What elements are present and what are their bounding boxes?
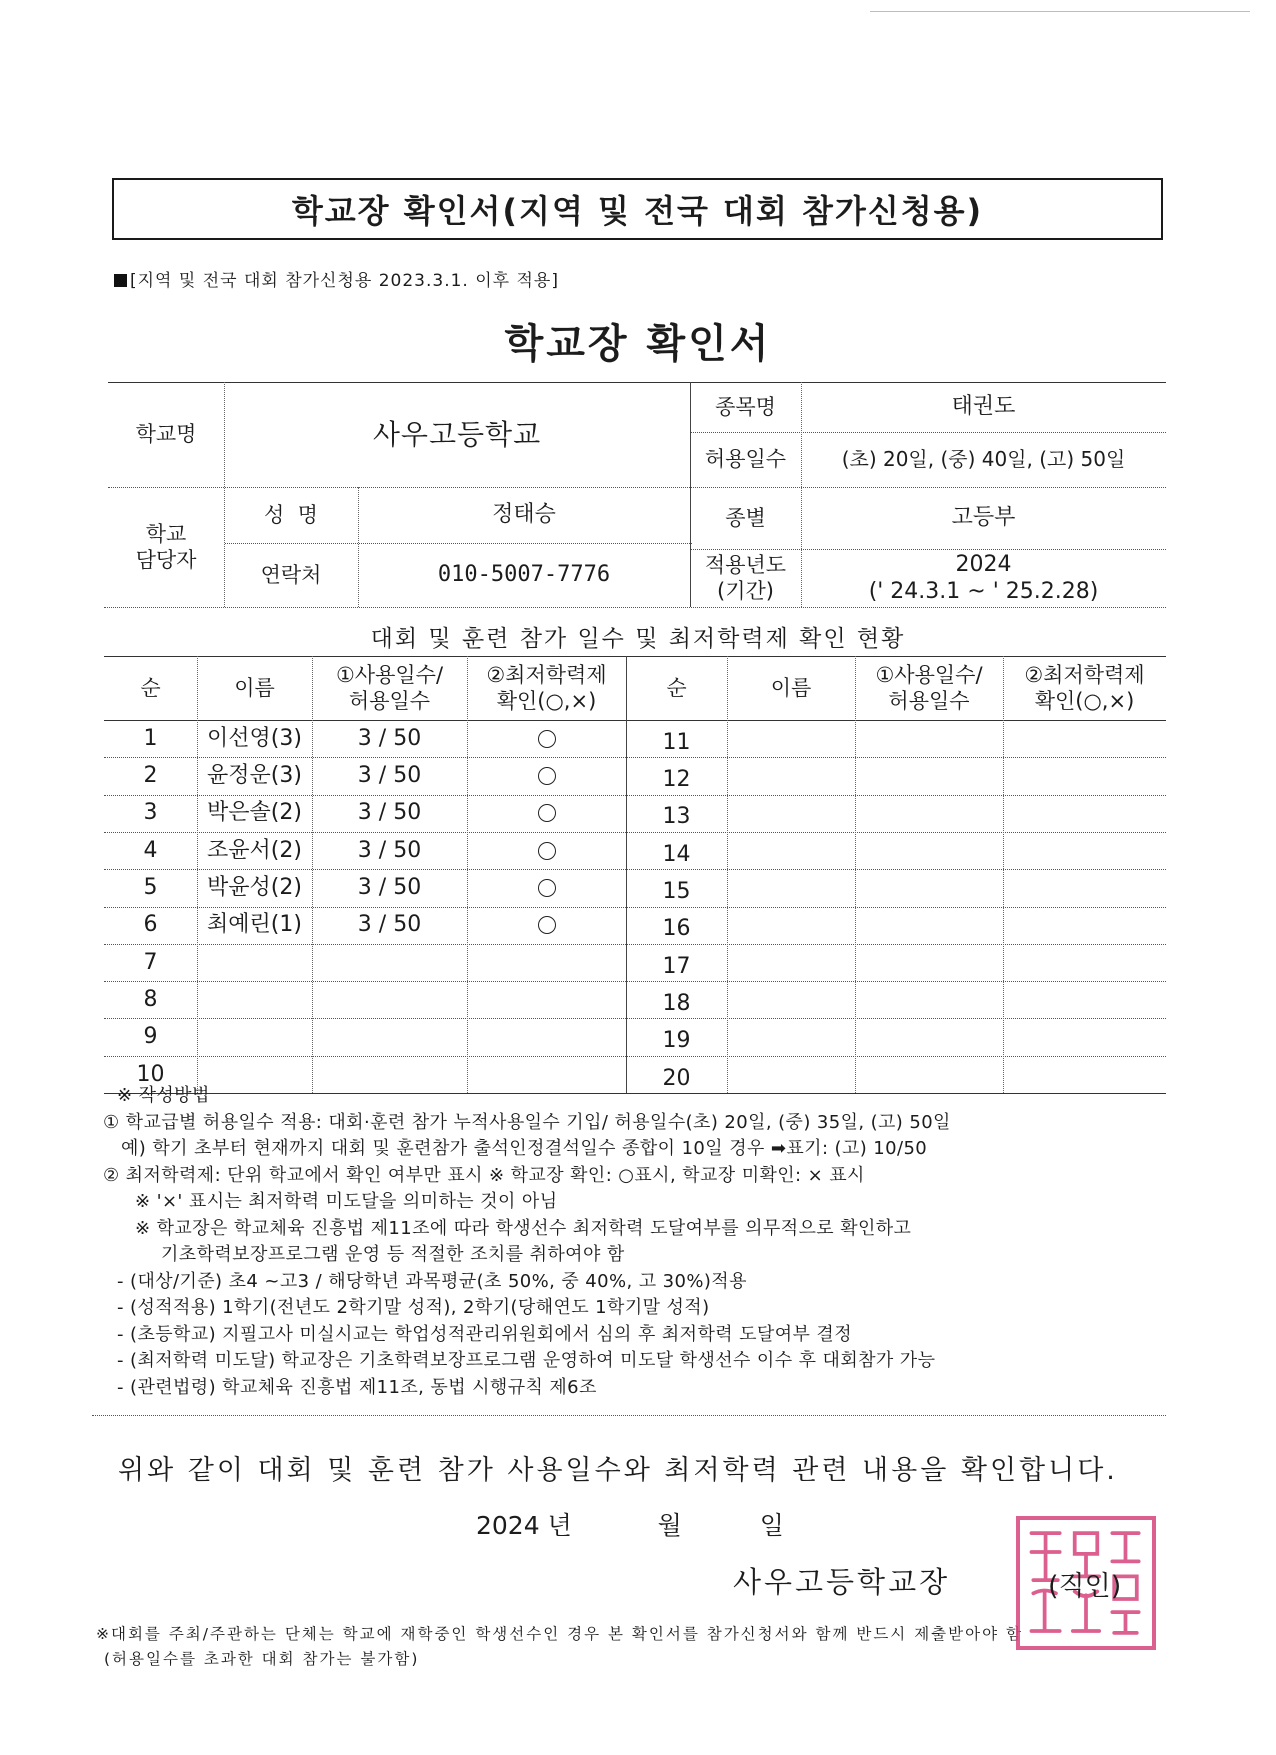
year-value-year: 2024 — [955, 551, 1012, 577]
header-check-line2: 확인(○,×) — [1034, 689, 1135, 713]
instructions-heading: ※ 작성방법 — [117, 1085, 210, 1106]
year-label — [690, 549, 801, 607]
minimum-academic-check-empty — [1003, 757, 1166, 794]
minimum-academic-check-empty — [1003, 869, 1166, 906]
instruction-elementary: - (초등학교) 지필고사 미실시교는 학업성적관리위원회에서 심의 후 최저학력 도달여부 결정 — [117, 1323, 852, 1345]
student-name-empty — [727, 757, 855, 794]
instruction-grades: - (성적적용) 1학기(전년도 2학기말 성적), 2학기(당해연도 1학기말 성적) — [117, 1297, 710, 1318]
row-number: 8 — [143, 986, 158, 1012]
instruction-target: - (대상/기준) 초4 ~고3 / 해당학년 과목평균(초 50%, 중 40%, 고 30%)적용 — [117, 1270, 747, 1292]
used-allowed-days-empty — [855, 795, 1003, 832]
used-allowed-days: 3 / 50 — [357, 800, 422, 826]
used-allowed-days: 3 / 50 — [357, 837, 422, 863]
header-check-right — [1003, 656, 1166, 720]
instruction-2-note-b: ※ 학교장은 학교체육 진흥법 제11조에 따라 학생선수 최저학력 도달여부를 의무적으로 확인하고 — [135, 1217, 912, 1239]
row-number: 11 — [662, 729, 691, 755]
used-allowed-days: 3 / 50 — [357, 725, 422, 751]
info-rule-bottom — [104, 607, 1166, 608]
allowed-days-label: 허용일수 — [704, 447, 787, 472]
header-no-right: 순 — [666, 675, 687, 700]
minimum-academic-check-empty — [1003, 795, 1166, 832]
year-label-line2: (기간) — [717, 579, 774, 603]
year-value — [801, 549, 1166, 607]
row-number: 7 — [143, 949, 158, 975]
minimum-academic-check — [467, 720, 626, 757]
row-number: 3 — [143, 800, 158, 826]
row-number: 9 — [143, 1024, 158, 1050]
header-days-line1: ①사용일수/ — [875, 662, 983, 687]
student-name-empty — [727, 1018, 855, 1055]
student-name: 최예린(1) — [207, 912, 302, 938]
row-number: 20 — [662, 1065, 691, 1091]
allowed-days-value: (초) 20일, (중) 40일, (고) 50일 — [841, 447, 1126, 471]
row-number: 18 — [662, 990, 691, 1016]
name-label: 성 명 — [264, 502, 318, 527]
circle-mark-icon — [538, 804, 556, 822]
contact-label: 연락처 — [260, 562, 322, 587]
student-name-empty — [727, 720, 855, 757]
header-check-line2: 확인(○,×) — [496, 689, 597, 713]
student-name: 조윤서(2) — [207, 837, 302, 863]
student-name — [197, 1018, 312, 1055]
year-value-period: (' 24.3.1 ~ ' 25.2.28) — [868, 579, 1099, 604]
row-number: 14 — [662, 841, 691, 867]
used-allowed-days — [312, 1018, 467, 1055]
header-check-line1: ②최저학력제 — [486, 662, 607, 687]
footer-line-1: ※대회를 주최/주관하는 단체는 학교에 재학중인 학생선수인 경우 본 확인서를 참가신청서와 함께 반드시 제출받아야 함 — [96, 1625, 1023, 1643]
used-allowed-days — [312, 981, 467, 1018]
row-number: 17 — [662, 953, 691, 979]
division-label: 종별 — [725, 505, 766, 530]
row-number: 15 — [662, 879, 691, 905]
used-allowed-days-empty — [855, 1018, 1003, 1055]
circle-mark-icon — [538, 730, 556, 748]
student-name — [197, 981, 312, 1018]
subnote-text: [지역 및 전국 대회 참가신청용 2023.3.1. 이후 적용] — [130, 271, 559, 291]
minimum-academic-check-empty — [1003, 1018, 1166, 1055]
row-number: 16 — [662, 916, 691, 942]
header-days-line1: ①사용일수/ — [335, 662, 444, 687]
header-days-left — [312, 656, 467, 720]
student-name: 윤정운(3) — [207, 763, 302, 789]
footer-line-2: (허용일수를 초과한 대회 참가는 불가함) — [104, 1650, 420, 1668]
scan-edge-line — [870, 11, 1250, 12]
used-allowed-days-empty — [855, 907, 1003, 944]
used-allowed-days-empty — [855, 944, 1003, 981]
minimum-academic-check — [467, 795, 626, 832]
instruction-2: ② 최저학력제: 단위 학교에서 확인 여부만 표시 ※ 학교장 확인: ○표시, 학교장 미확인: × 표시 — [103, 1164, 865, 1186]
used-allowed-days-empty — [855, 869, 1003, 906]
used-allowed-days: 3 / 50 — [357, 875, 422, 901]
instruction-2-note-b-cont: 기초학력보장프로그램 운영 등 적절한 조치를 취하여야 함 — [161, 1244, 625, 1265]
header-name-left: 이름 — [234, 675, 275, 700]
used-allowed-days-empty — [855, 981, 1003, 1018]
student-name-empty — [727, 832, 855, 869]
subnote — [114, 266, 559, 291]
row-number: 4 — [143, 837, 158, 863]
row-number: 10 — [136, 1061, 165, 1087]
minimum-academic-check — [467, 981, 626, 1018]
division-value: 고등부 — [951, 505, 1016, 531]
top-title-box — [112, 178, 1163, 240]
date-line — [476, 1506, 784, 1542]
row-number: 12 — [662, 767, 691, 793]
student-name — [197, 944, 312, 981]
minimum-academic-check-empty — [1003, 832, 1166, 869]
minimum-academic-check — [467, 907, 626, 944]
student-name-empty — [727, 944, 855, 981]
footer-note — [96, 1622, 1023, 1672]
header-days-right — [855, 656, 1003, 720]
date-month: 월 — [657, 1511, 682, 1540]
row-number: 6 — [143, 912, 158, 938]
instruction-1-example: 예) 학기 초부터 현재까지 대회 및 훈련참가 출석인정결석일수 종합이 10일 경우 ➡표기: (고) 10/50 — [121, 1138, 928, 1159]
used-allowed-days-empty — [855, 757, 1003, 794]
instruction-1: ① 학교급별 허용일수 적용: 대회·훈련 참가 누적사용일수 기입/ 허용일수(초) 20일, (중) 35일, (고) 50일 — [103, 1111, 951, 1133]
minimum-academic-check-empty — [1003, 907, 1166, 944]
principal-name: 사우고등학교장 — [733, 1565, 951, 1599]
school-label: 학교명 — [135, 422, 197, 447]
instruction-2-note-a: ※ '×' 표시는 최저학력 미도달을 의미하는 것이 아님 — [135, 1191, 558, 1212]
header-days-line2: 허용일수 — [348, 689, 431, 713]
header-days-line2: 허용일수 — [888, 689, 970, 713]
black-square-icon — [114, 274, 127, 287]
used-allowed-days-empty — [855, 832, 1003, 869]
header-no-left: 순 — [140, 675, 161, 700]
row-number: 13 — [662, 804, 691, 830]
student-name-empty — [727, 981, 855, 1018]
circle-mark-icon — [538, 767, 556, 785]
table-title: 대회 및 훈련 참가 일수 및 최저학력제 확인 현황 — [370, 626, 906, 652]
student-name-empty — [727, 907, 855, 944]
minimum-academic-check-empty — [1003, 944, 1166, 981]
row-number: 19 — [662, 1028, 691, 1054]
row-number: 1 — [143, 725, 158, 751]
header-name-right: 이름 — [770, 675, 812, 700]
year-label-line1: 적용년도 — [704, 552, 787, 577]
circle-mark-icon — [538, 842, 556, 860]
minimum-academic-check-empty — [1003, 981, 1166, 1018]
date-year: 2024 년 — [476, 1511, 572, 1540]
used-allowed-days: 3 / 50 — [357, 763, 422, 789]
row-number: 2 — [143, 763, 158, 789]
circle-mark-icon — [538, 916, 556, 934]
minimum-academic-check — [467, 757, 626, 794]
minimum-academic-check — [467, 832, 626, 869]
contact-value: 010-5007-7776 — [437, 562, 611, 588]
student-name: 박은솔(2) — [207, 800, 302, 826]
instruction-below-minimum: - (최저학력 미도달) 학교장은 기초학력보장프로그램 운영하여 미도달 학생선수 이수 후 대회참가 가능 — [117, 1350, 936, 1371]
sport-value: 태권도 — [951, 394, 1016, 420]
used-allowed-days — [312, 944, 467, 981]
minimum-academic-check — [467, 869, 626, 906]
minimum-academic-check — [467, 1018, 626, 1055]
row-number: 5 — [143, 875, 158, 901]
manager-label-line2: 담당자 — [135, 548, 197, 572]
instructions — [103, 1083, 1183, 1401]
instruction-law: - (관련법령) 학교체육 진흥법 제11조, 동법 시행규칙 제6조 — [117, 1376, 597, 1398]
student-name-empty — [727, 795, 855, 832]
manager-label — [108, 487, 224, 607]
minimum-academic-check-empty — [1003, 720, 1166, 757]
top-title: 학교장 확인서(지역 및 전국 대회 참가신청용) — [291, 192, 984, 230]
student-name: 이선영(3) — [207, 725, 302, 751]
school-value: 사우고등학교 — [372, 418, 542, 451]
document-title: 학교장 확인서 — [504, 321, 772, 367]
circle-mark-icon — [538, 879, 556, 897]
header-check-line1: ②최저학력제 — [1024, 662, 1145, 687]
student-name-empty — [727, 869, 855, 906]
used-allowed-days-empty — [855, 720, 1003, 757]
student-name: 박윤성(2) — [207, 875, 302, 901]
name-value: 정태승 — [492, 502, 556, 528]
sport-label: 종목명 — [715, 394, 776, 419]
confirmation-statement: 위와 같이 대회 및 훈련 참가 사용일수와 최저학력 관련 내용을 확인합니다. — [118, 1455, 1118, 1486]
used-allowed-days: 3 / 50 — [357, 912, 422, 938]
manager-label-line1: 학교 — [145, 521, 187, 546]
notes-rule-bottom — [92, 1415, 1166, 1416]
date-day: 일 — [759, 1511, 784, 1540]
minimum-academic-check — [467, 944, 626, 981]
header-check-left — [467, 656, 626, 720]
seal-note: (직인) — [1048, 1571, 1122, 1602]
